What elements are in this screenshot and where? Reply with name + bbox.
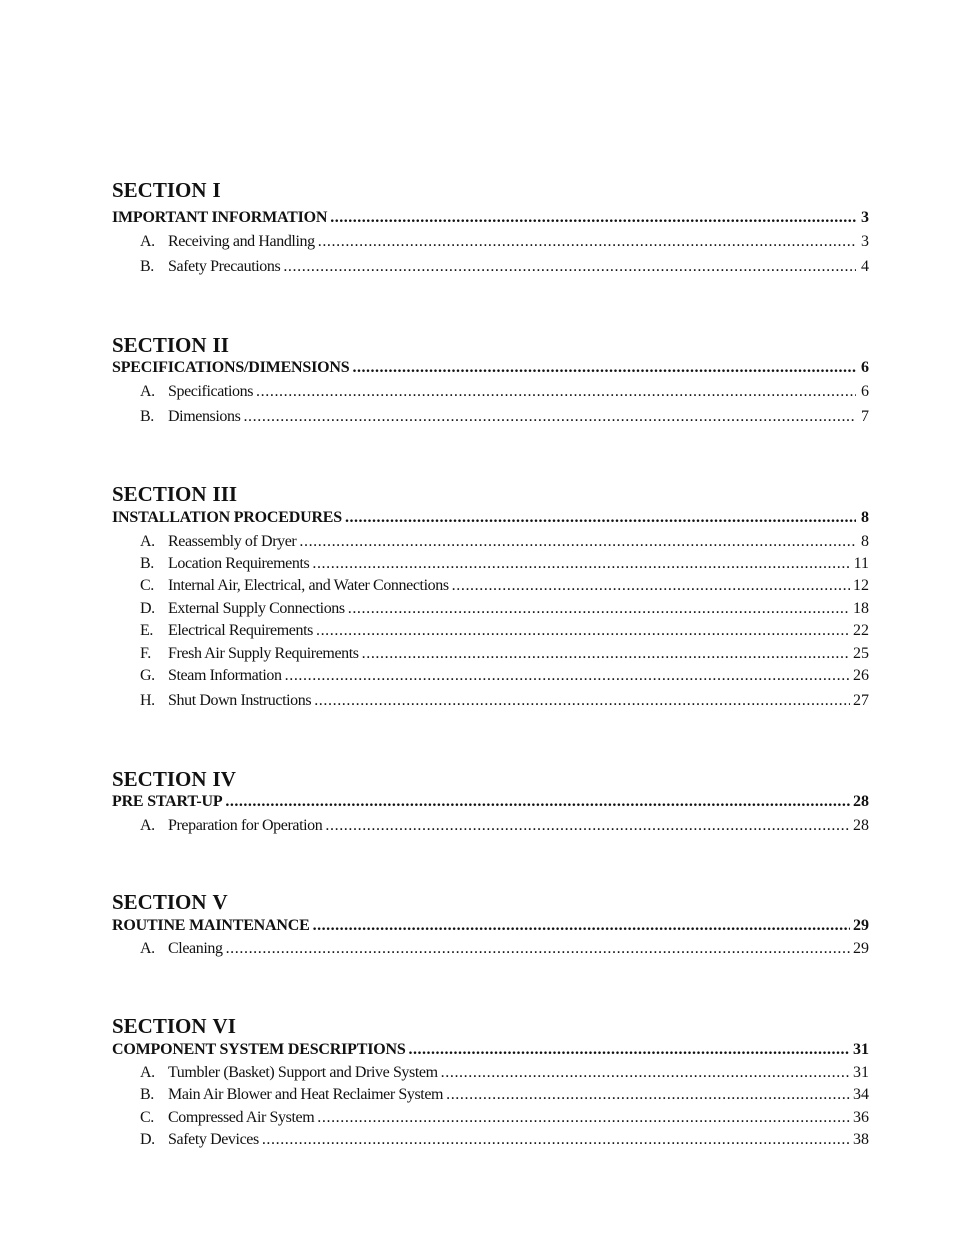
dot-leader [256, 381, 856, 403]
toc-page-number: 31 [853, 1041, 869, 1058]
dot-leader [441, 1062, 850, 1084]
section-heading [112, 1014, 236, 1038]
toc-sub-title: Receiving and Handling [168, 233, 315, 250]
toc-sub-entry[interactable] [112, 815, 869, 837]
toc-sub-entry[interactable] [112, 553, 869, 575]
toc-main-title: COMPONENT SYSTEM DESCRIPTIONS [112, 1041, 406, 1058]
toc-page-number: 29 [853, 917, 869, 934]
dot-leader [330, 207, 856, 229]
toc-sub-entry[interactable] [112, 1129, 869, 1151]
toc-sub-title: Dimensions [168, 408, 241, 425]
dot-leader [352, 357, 856, 379]
dot-leader [362, 643, 850, 665]
toc-sub-letter: C. [140, 1109, 154, 1126]
toc-sub-entry[interactable] [112, 231, 869, 253]
toc-sub-entry[interactable] [112, 531, 869, 553]
dot-leader [317, 1107, 850, 1129]
section-number: III [212, 482, 238, 506]
toc-main-title: IMPORTANT INFORMATION [112, 209, 328, 226]
toc-main-entry[interactable] [112, 357, 869, 379]
dot-leader [262, 1129, 850, 1151]
toc-page-number: 12 [853, 577, 869, 594]
toc-sub-title: Reassembly of Dryer [168, 533, 297, 550]
section-number: II [212, 333, 229, 357]
dot-leader [348, 598, 850, 620]
toc-page-number: 7 [861, 408, 869, 425]
toc-sub-letter: H. [140, 692, 155, 709]
section-word: SECTION [112, 482, 207, 506]
toc-sub-letter: D. [140, 600, 155, 617]
toc-main-entry[interactable] [112, 1039, 869, 1061]
toc-sub-title: Preparation for Operation [168, 817, 323, 834]
toc-sub-entry[interactable] [112, 575, 869, 597]
toc-sub-letter: C. [140, 577, 154, 594]
toc-sub-title: Electrical Requirements [168, 622, 313, 639]
toc-sub-letter: B. [140, 1086, 154, 1103]
toc-sub-entry[interactable] [112, 938, 869, 960]
toc-sub-letter: E. [140, 622, 153, 639]
toc-sub-letter: D. [140, 1131, 155, 1148]
toc-page-number: 4 [861, 258, 869, 275]
toc-sub-title: Fresh Air Supply Requirements [168, 645, 359, 662]
toc-page-number: 36 [853, 1109, 869, 1126]
dot-leader [312, 553, 850, 575]
dot-leader [285, 665, 850, 687]
toc-main-title: SPECIFICATIONS/DIMENSIONS [112, 359, 350, 376]
toc-sub-title: Location Requirements [168, 555, 310, 572]
toc-main-entry[interactable] [112, 791, 869, 813]
toc-sub-letter: A. [140, 940, 155, 957]
toc-sub-entry[interactable] [112, 1107, 869, 1129]
toc-sub-entry[interactable] [112, 256, 869, 278]
toc-page-number: 31 [853, 1064, 869, 1081]
toc-sub-title: Tumbler (Basket) Support and Drive System [168, 1064, 438, 1081]
toc-page-number: 6 [861, 383, 869, 400]
toc-sub-title: Shut Down Instructions [168, 692, 312, 709]
toc-page-number: 25 [853, 645, 869, 662]
toc-page-number: 11 [853, 555, 869, 572]
toc-sub-title: Specifications [168, 383, 254, 400]
toc-sub-letter: B. [140, 555, 154, 572]
section-word: SECTION [112, 890, 207, 914]
section-word: SECTION [112, 1014, 207, 1038]
toc-page-number: 6 [861, 359, 869, 376]
section-number: IV [212, 767, 236, 791]
toc-sub-title: Compressed Air System [168, 1109, 315, 1126]
dot-leader [446, 1084, 850, 1106]
toc-sub-entry[interactable] [112, 381, 869, 403]
toc-page-number: 22 [853, 622, 869, 639]
toc-sub-title: External Supply Connections [168, 600, 345, 617]
toc-sub-entry[interactable] [112, 665, 869, 687]
section-number: I [212, 178, 221, 202]
toc-page-number: 29 [853, 940, 869, 957]
section-heading [112, 767, 236, 791]
section-heading [112, 333, 229, 357]
toc-sub-entry[interactable] [112, 1062, 869, 1084]
toc-sub-title: Safety Precautions [168, 258, 281, 275]
toc-main-title: ROUTINE MAINTENANCE [112, 917, 310, 934]
toc-sub-entry[interactable] [112, 598, 869, 620]
section-word: SECTION [112, 333, 207, 357]
toc-page-number: 3 [861, 209, 869, 226]
toc-main-entry[interactable] [112, 915, 869, 937]
toc-main-entry[interactable] [112, 207, 869, 229]
dot-leader [325, 815, 850, 837]
toc-page-number: 8 [861, 509, 869, 526]
toc-page-number: 26 [853, 667, 869, 684]
dot-leader [299, 531, 856, 553]
toc-sub-title: Internal Air, Electrical, and Water Connections [168, 577, 449, 594]
toc-main-title: INSTALLATION PROCEDURES [112, 509, 342, 526]
dot-leader [345, 507, 856, 529]
dot-leader [318, 231, 856, 253]
dot-leader [452, 575, 850, 597]
toc-sub-entry[interactable] [112, 1084, 869, 1106]
section-word: SECTION [112, 178, 207, 202]
toc-sub-letter: A. [140, 817, 155, 834]
toc-sub-letter: F. [140, 645, 151, 662]
toc-page-number: 8 [861, 533, 869, 550]
toc-sub-title: Safety Devices [168, 1131, 259, 1148]
section-number: VI [212, 1014, 236, 1038]
toc-page-number: 28 [853, 817, 869, 834]
toc-page-number: 28 [853, 793, 869, 810]
section-heading [112, 178, 221, 202]
toc-sub-letter: G. [140, 667, 155, 684]
section-number: V [212, 890, 228, 914]
toc-sub-title: Cleaning [168, 940, 223, 957]
section-word: SECTION [112, 767, 207, 791]
dot-leader [283, 256, 856, 278]
toc-page-number: 34 [853, 1086, 869, 1103]
toc-sub-entry[interactable] [112, 690, 869, 712]
toc-page-number: 27 [853, 692, 869, 709]
toc-sub-letter: A. [140, 233, 155, 250]
toc-main-entry[interactable] [112, 507, 869, 529]
toc-sub-entry[interactable] [112, 406, 869, 428]
toc-page-number: 3 [861, 233, 869, 250]
toc-sub-title: Steam Information [168, 667, 282, 684]
toc-page-number: 18 [853, 600, 869, 617]
dot-leader [316, 620, 850, 642]
toc-sub-entry[interactable] [112, 620, 869, 642]
toc-page-number: 38 [853, 1131, 869, 1148]
toc-sub-letter: A. [140, 533, 155, 550]
dot-leader [313, 915, 850, 937]
toc-sub-entry[interactable] [112, 643, 869, 665]
section-heading [112, 482, 237, 506]
toc-sub-letter: B. [140, 258, 154, 275]
dot-leader [243, 406, 856, 428]
toc-sub-letter: A. [140, 1064, 155, 1081]
dot-leader [409, 1039, 850, 1061]
toc-main-title: PRE START-UP [112, 793, 223, 810]
toc-sub-letter: A. [140, 383, 155, 400]
dot-leader [225, 791, 850, 813]
toc-sub-letter: B. [140, 408, 154, 425]
dot-leader [314, 690, 850, 712]
section-heading [112, 890, 228, 914]
dot-leader [226, 938, 850, 960]
toc-sub-title: Main Air Blower and Heat Reclaimer System [168, 1086, 444, 1103]
